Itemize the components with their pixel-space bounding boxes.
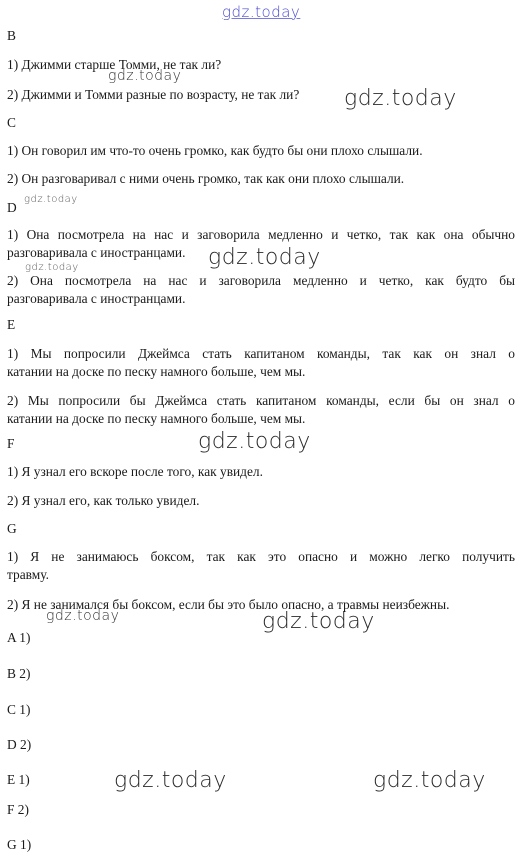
watermark: gdz.today — [24, 194, 78, 205]
sentence-e1-line2: катании на доске по песку намного больше, чем мы. — [7, 364, 306, 379]
sentence-g1-line1: 1) Я не занимаюсь боксом, так как это опасно и можно легко получить — [7, 549, 515, 564]
sentence-e2 — [7, 392, 515, 428]
watermark: gdz.today — [262, 609, 375, 634]
sentence-e1-line1: 1) Мы попросили Джеймса стать капитаном команды, так как он знал о — [7, 346, 515, 361]
sentence-g1 — [7, 548, 515, 584]
sentence-c2: 2) Он разговаривал с ними очень громко, так как они плохо слышали. — [7, 171, 405, 186]
sentence-d1 — [7, 226, 515, 262]
section-letter-f: F — [7, 436, 15, 451]
section-letter-b: B — [7, 28, 16, 43]
sentence-d2 — [7, 272, 515, 308]
answer-e: E 1) — [7, 772, 30, 787]
sentence-d1-line2: разговаривала с иностранцами. — [7, 245, 186, 260]
sentence-b2: 2) Джимми и Томми разные по возрасту, не так ли? — [7, 87, 300, 102]
answer-g: G 1) — [7, 837, 32, 852]
watermark: gdz.today — [344, 86, 457, 111]
watermark: gdz.today — [198, 429, 311, 454]
sentence-f2: 2) Я узнал его, как только увидел. — [7, 493, 200, 508]
sentence-g2: 2) Я не занимался бы боксом, если бы это было опасно, а травмы неизбежны. — [7, 597, 450, 612]
answer-c: C 1) — [7, 702, 31, 717]
sentence-c1: 1) Он говорил им что-то очень громко, как будто бы они плохо слышали. — [7, 143, 423, 158]
section-letter-c: C — [7, 115, 16, 130]
sentence-f1: 1) Я узнал его вскоре после того, как увидел. — [7, 464, 263, 479]
sentence-d2-line1: 2) Она посмотрела на нас и заговорила медленно и четко, как будто бы — [7, 273, 515, 288]
answer-a: A 1) — [7, 630, 31, 645]
section-letter-d: D — [7, 200, 17, 215]
watermark: gdz.today — [208, 245, 321, 270]
watermark: gdz.today — [108, 68, 182, 84]
sentence-e2-line2: катании на доске по песку намного больше, чем мы. — [7, 411, 306, 426]
watermark: gdz.today — [222, 3, 301, 21]
sentence-b1: 1) Джимми старше Томми, не так ли? — [7, 57, 222, 72]
answer-d: D 2) — [7, 737, 32, 752]
sentence-e2-line1: 2) Мы попросили бы Джеймса стать капитаном команды, если бы он знал о — [7, 393, 515, 408]
watermark: gdz.today — [25, 262, 79, 273]
section-letter-e: E — [7, 317, 16, 332]
sentence-d1-line1: 1) Она посмотрела на нас и заговорила медленно и четко, так как она обычно — [7, 227, 515, 242]
answer-f: F 2) — [7, 802, 29, 817]
answer-b: B 2) — [7, 666, 31, 681]
sentence-d2-line2: разговаривала с иностранцами. — [7, 291, 186, 306]
section-letter-g: G — [7, 521, 17, 536]
sentence-e1 — [7, 345, 515, 381]
watermark: gdz.today — [46, 608, 120, 624]
sentence-g1-line2: травму. — [7, 567, 49, 582]
watermark: gdz.today — [373, 768, 486, 793]
watermark: gdz.today — [114, 768, 227, 793]
